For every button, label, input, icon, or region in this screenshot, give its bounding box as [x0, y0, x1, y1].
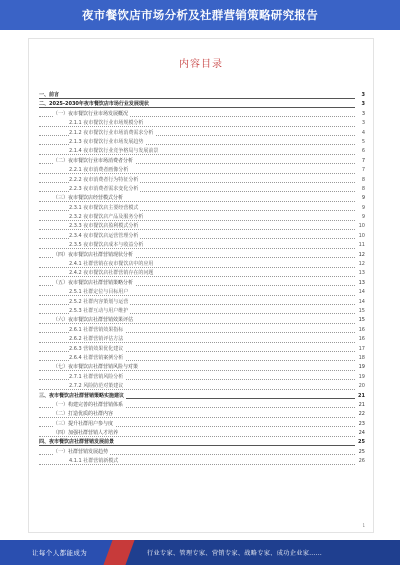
toc-entry-text: （一）夜市餐饮行业市场发展概况 — [53, 110, 129, 117]
toc-entry-text: （二）夜市餐饮行业市场消费者分析 — [53, 157, 134, 164]
toc-entry-page: 10 — [357, 222, 365, 231]
toc-leader-dots — [39, 98, 355, 99]
toc-entry-page: 11 — [357, 241, 365, 250]
toc-entry-page: 26 — [357, 457, 365, 466]
toc-entry[interactable] — [39, 194, 365, 203]
toc-entry-page: 7 — [360, 166, 365, 175]
toc-entry-page: 3 — [360, 119, 365, 128]
toc-entry[interactable] — [39, 91, 365, 100]
toc-entry[interactable] — [39, 438, 365, 447]
toc-entry[interactable] — [39, 100, 365, 109]
toc-entry[interactable] — [39, 279, 365, 288]
toc-entry[interactable] — [39, 288, 365, 297]
toc-entry-page: 21 — [357, 401, 365, 410]
toc-entry-page: 9 — [360, 213, 365, 222]
toc-entry-page: 8 — [360, 185, 365, 194]
toc-entry[interactable] — [39, 185, 365, 194]
toc-entry-page: 21 — [356, 392, 365, 401]
toc-entry-page: 5 — [360, 138, 365, 147]
toc-entry-page: 12 — [357, 260, 365, 269]
toc-entry[interactable] — [39, 119, 365, 128]
report-header — [0, 0, 400, 30]
toc-entry-page: 23 — [357, 420, 365, 429]
toc-entry[interactable] — [39, 222, 365, 231]
report-title: 夜市餐饮店市场分析及社群营销策略研究报告 — [82, 8, 318, 22]
toc-entry-text: 2.3.5 夜市餐饮店成本与收益分析 — [69, 242, 144, 249]
toc-entry-page: 3 — [360, 110, 365, 119]
toc-entry-text: 一、前言 — [39, 92, 60, 98]
toc-entry[interactable] — [39, 392, 365, 401]
page-number: 1 — [362, 523, 365, 528]
toc-entry[interactable] — [39, 335, 365, 344]
toc-entry-text: 2.2.1 夜市消费者画像分析 — [69, 167, 129, 174]
toc-entry-page: 13 — [357, 279, 365, 288]
toc-entry-page: 7 — [360, 157, 365, 166]
toc-entry-text: （六）夜市餐饮店社群营销效果评估 — [53, 317, 134, 324]
toc-entry-text: （四）加强社群营销人才培养 — [53, 430, 119, 437]
toc-entry-text: （一）社群营销发展趋势 — [53, 448, 109, 455]
toc-entry-page: 13 — [357, 269, 365, 278]
toc-leader-dots — [39, 323, 355, 324]
toc-entry-text: 2.6.3 营销效果优化建议 — [69, 345, 124, 352]
toc-leader-dots — [39, 229, 355, 230]
toc-entry[interactable] — [39, 345, 365, 354]
toc-entry-text: 2.3.3 夜市餐饮店盈利模式分析 — [69, 223, 139, 230]
toc-entry-text: 2.2.3 夜市消费者需求变化分析 — [69, 185, 139, 192]
toc-entry-text: （七）夜市餐饮店社群营销风险与对策 — [53, 364, 139, 371]
toc-entry-text: 四、夜市餐饮店社群营销发展前景 — [39, 439, 115, 446]
toc-entry-page: 18 — [357, 354, 365, 363]
toc-entry-text: 2.6.1 社群营销效果指标 — [69, 326, 124, 333]
toc-entry-text: 2.1.4 夜市餐饮行业竞争格局与发展前景 — [69, 148, 159, 155]
toc-entry-text: 2.7.1 社群营销风险分析 — [69, 373, 124, 380]
toc-entry[interactable] — [39, 429, 365, 438]
toc-entry-page: 12 — [357, 251, 365, 260]
toc-entry[interactable] — [39, 251, 365, 260]
toc-entry-page: 15 — [357, 307, 365, 316]
toc-entry-page: 14 — [357, 288, 365, 297]
toc-entry-page: 15 — [357, 316, 365, 325]
toc-entry-text: 2.2.2 夜市消费者行为特征分析 — [69, 176, 139, 183]
toc-entry-text: 2.5.2 社群内容策划与运营 — [69, 298, 129, 305]
toc-entry[interactable] — [39, 316, 365, 325]
toc-entry-text: 2.5.3 社群互动与用户维护 — [69, 307, 129, 314]
toc-entry-page: 3 — [360, 91, 365, 100]
footer-slogan: 让每个人都能成为 — [32, 549, 88, 557]
toc-entry-page: 22 — [357, 410, 365, 419]
toc-entry-page: 17 — [357, 345, 365, 354]
toc-entry[interactable] — [39, 138, 365, 147]
toc-entry[interactable] — [39, 260, 365, 269]
toc-entry[interactable] — [39, 448, 365, 457]
toc-entry-page: 19 — [357, 373, 365, 382]
toc-entry-text: 2.3.4 夜市餐饮店运营管理分析 — [69, 232, 139, 239]
toc-entry-text: （四）夜市餐饮店社群营销现状分析 — [53, 251, 134, 258]
toc-entry-text: 2.3.2 夜市餐饮店产品及服务分析 — [69, 214, 144, 221]
toc-entry-text: （五）夜市餐饮店社群营销策略分析 — [53, 279, 134, 286]
toc-entry-page: 6 — [360, 147, 365, 156]
toc-entry-text: 2.7.2 风险防范对策建议 — [69, 383, 124, 390]
toc-entry-page: 9 — [360, 194, 365, 203]
toc-entry[interactable] — [39, 354, 365, 363]
toc-entry-text: 4.1.1 社群营销新模式 — [69, 458, 119, 465]
toc-entry-text: （一）构建完善的社群营销体系 — [53, 401, 124, 408]
toc-entry-text: 三、夜市餐饮店社群营销策略实施建议 — [39, 392, 125, 399]
toc-entry[interactable] — [39, 401, 365, 410]
toc-entry-page: 4 — [360, 129, 365, 138]
toc-entry-page: 3 — [360, 100, 365, 109]
toc-entry[interactable] — [39, 269, 365, 278]
toc-entry[interactable] — [39, 166, 365, 175]
toc-entry[interactable] — [39, 298, 365, 307]
toc-entry-text: （三）夜市餐饮店经营模式分析 — [53, 195, 124, 202]
toc-entry-text: （二）打造优质的社群内容 — [53, 411, 114, 418]
toc-entry-page: 10 — [357, 232, 365, 241]
toc-entry-text: 2.6.2 社群营销评估方法 — [69, 336, 124, 343]
toc-entry[interactable] — [39, 241, 365, 250]
toc-entry[interactable] — [39, 213, 365, 222]
toc-entry[interactable] — [39, 420, 365, 429]
toc-entry-page: 16 — [357, 335, 365, 344]
toc-entry-text: 2.1.3 夜市餐饮行业市场发展趋势 — [69, 138, 144, 145]
toc-entry-page: 25 — [356, 438, 365, 447]
footer-banner — [0, 540, 400, 565]
toc-entry-page: 14 — [357, 298, 365, 307]
toc-entry[interactable] — [39, 457, 365, 466]
toc-entry[interactable] — [39, 373, 365, 382]
toc-entry[interactable] — [39, 382, 365, 391]
toc-entry[interactable] — [39, 232, 365, 241]
toc-entry-page: 25 — [357, 448, 365, 457]
document-page — [28, 38, 374, 533]
toc-entry-text: 2.4.2 夜市餐饮店社群营销存在的问题 — [69, 270, 154, 277]
toc-leader-dots — [39, 445, 355, 446]
toc-entry[interactable] — [39, 129, 365, 138]
toc-entry[interactable] — [39, 307, 365, 316]
toc-entry-text: （三）提升社群用户参与度 — [53, 420, 114, 427]
toc-entry-page: 8 — [360, 176, 365, 185]
toc-entry-text: 2.4.1 社群营销在夜市餐饮店中的应用 — [69, 261, 154, 268]
toc-entry[interactable] — [39, 110, 365, 119]
toc-entry[interactable] — [39, 176, 365, 185]
toc-entry-page: 19 — [357, 363, 365, 372]
toc-entry-text: 2.1.2 夜市餐饮行业市场消费需求分析 — [69, 129, 154, 136]
toc-entry[interactable] — [39, 157, 365, 166]
toc-entry[interactable] — [39, 147, 365, 156]
toc-entry[interactable] — [39, 363, 365, 372]
toc-entry-text: 2.1.1 夜市餐饮行业市场规模分析 — [69, 120, 144, 127]
toc-entry-page: 9 — [360, 204, 365, 213]
toc-title: 内容目录 — [179, 59, 223, 70]
toc-leader-dots — [39, 107, 355, 108]
toc-entry-page: 16 — [357, 326, 365, 335]
toc-entry[interactable] — [39, 326, 365, 335]
toc-entry-page: 20 — [357, 382, 365, 391]
toc-entry-text: 2.3.1 夜市餐饮店主要经营模式 — [69, 204, 139, 211]
toc-leader-dots — [39, 276, 355, 277]
toc-entry[interactable] — [39, 410, 365, 419]
toc-list — [39, 91, 365, 467]
toc-entry-page: 24 — [357, 429, 365, 438]
toc-entry-text: 二、2025-2030年夜市餐饮店市场行业发展现状 — [39, 101, 149, 108]
toc-entry-text: 2.5.1 社群定位与目标用户 — [69, 289, 129, 296]
toc-entry-text: 2.6.4 社群营销案例分析 — [69, 354, 124, 361]
toc-entry[interactable] — [39, 204, 365, 213]
footer-roles: 行业专家、管理专家、营销专家、战略专家、成功企业家…… — [147, 550, 323, 557]
